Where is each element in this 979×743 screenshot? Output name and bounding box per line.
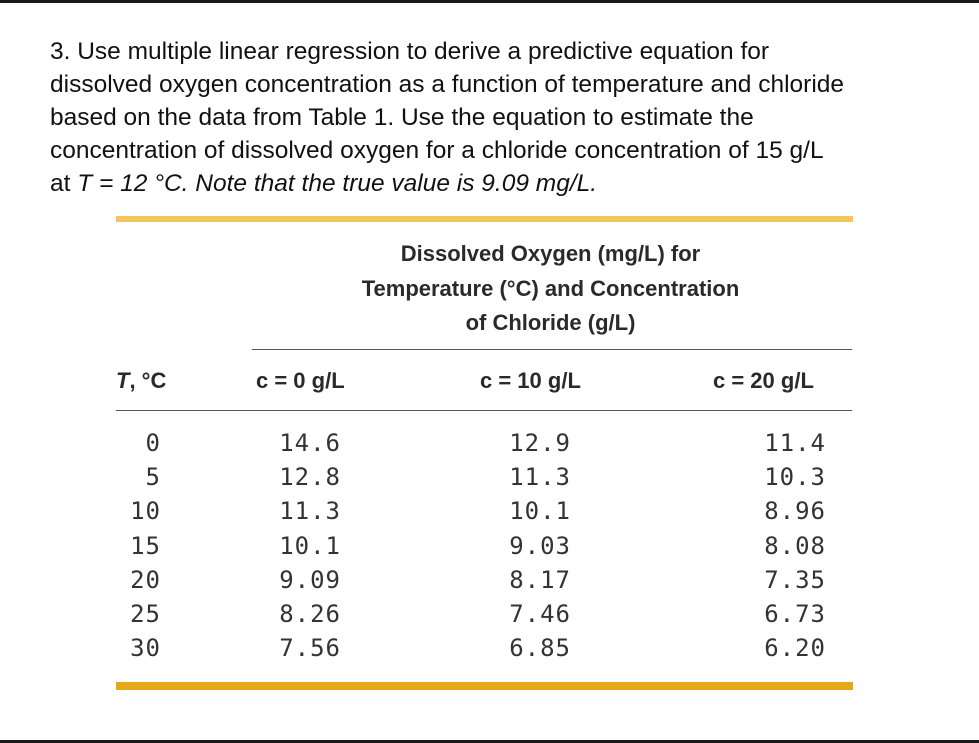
table-top-rule [116, 216, 853, 222]
problem-line-3: based on the data from Table 1. Use the equation to estimate the [50, 104, 754, 131]
cell-c10-row-5: 7.46 [509, 600, 571, 628]
column-header-temperature [116, 368, 166, 394]
cell-c0-row-6: 7.56 [279, 634, 341, 663]
problem-line-1: 3. Use multiple linear regression to derive a predictive equation for [50, 38, 770, 65]
cell-c20-row-0: 11.4 [764, 429, 826, 457]
cell-c20-row-3: 8.08 [764, 531, 826, 560]
cell-c20-row-1: 10.3 [764, 463, 826, 492]
cell-t-row-3: 15 [130, 531, 161, 560]
cell-c0-row-5: 8.26 [279, 600, 341, 628]
column-header-c20: c = 20 g/L [713, 368, 814, 393]
problem-line-4: concentration of dissolved oxygen for a chloride concentration of 15 g/L [50, 137, 824, 164]
table-title-line-3: of Chloride (g/L) [465, 310, 636, 335]
problem-statement [50, 35, 955, 200]
cell-t-row-2: 10 [130, 497, 161, 526]
cell-c0-row-2: 11.3 [279, 497, 341, 526]
problem-line-5-prefix: at [50, 170, 78, 197]
cell-t-row-0: 0 [145, 429, 161, 457]
cell-c20-row-4: 7.35 [764, 565, 826, 594]
cell-c10-row-3: 9.03 [509, 531, 571, 560]
table-title-line-1: Dissolved Oxygen (mg/L) for [400, 241, 701, 266]
cell-c10-row-1: 11.3 [509, 463, 571, 492]
table-title-line-2: Temperature (°C) and Concentration [361, 275, 740, 301]
cell-c0-row-1: 12.8 [279, 463, 341, 492]
problem-line-5 [50, 167, 955, 200]
cell-c20-row-2: 8.96 [764, 497, 826, 526]
table-title [249, 237, 852, 341]
header-divider [252, 349, 852, 350]
cell-t-row-4: 20 [130, 565, 161, 594]
cell-t-row-6: 30 [130, 634, 161, 663]
cell-c10-row-2: 10.1 [509, 497, 571, 526]
problem-line-5-italic: T = 12 °C. Note that the true value is 9.09 mg/L. [77, 170, 598, 197]
body-divider [116, 410, 852, 411]
cell-c20-row-5: 6.73 [764, 600, 826, 628]
cell-t-row-5: 25 [130, 600, 161, 628]
cell-c10-row-0: 12.9 [509, 429, 571, 457]
cell-c0-row-3: 10.1 [279, 531, 341, 560]
problem-line-2: dissolved oxygen concentration as a function of temperature and chloride [50, 71, 845, 98]
table-bottom-rule [116, 682, 853, 690]
cell-t-row-1: 5 [145, 463, 161, 492]
column-header-c10: c = 10 g/L [480, 368, 581, 393]
cell-c20-row-6: 6.20 [764, 634, 826, 663]
cell-c10-row-6: 6.85 [509, 634, 571, 663]
temperature-unit: , °C [129, 368, 167, 393]
cell-c10-row-4: 8.17 [509, 565, 571, 594]
top-border [0, 0, 979, 3]
cell-c0-row-0: 14.6 [279, 429, 341, 457]
temperature-symbol: T [116, 368, 130, 393]
column-header-c0: c = 0 g/L [256, 368, 345, 393]
cell-c0-row-4: 9.09 [279, 565, 341, 594]
